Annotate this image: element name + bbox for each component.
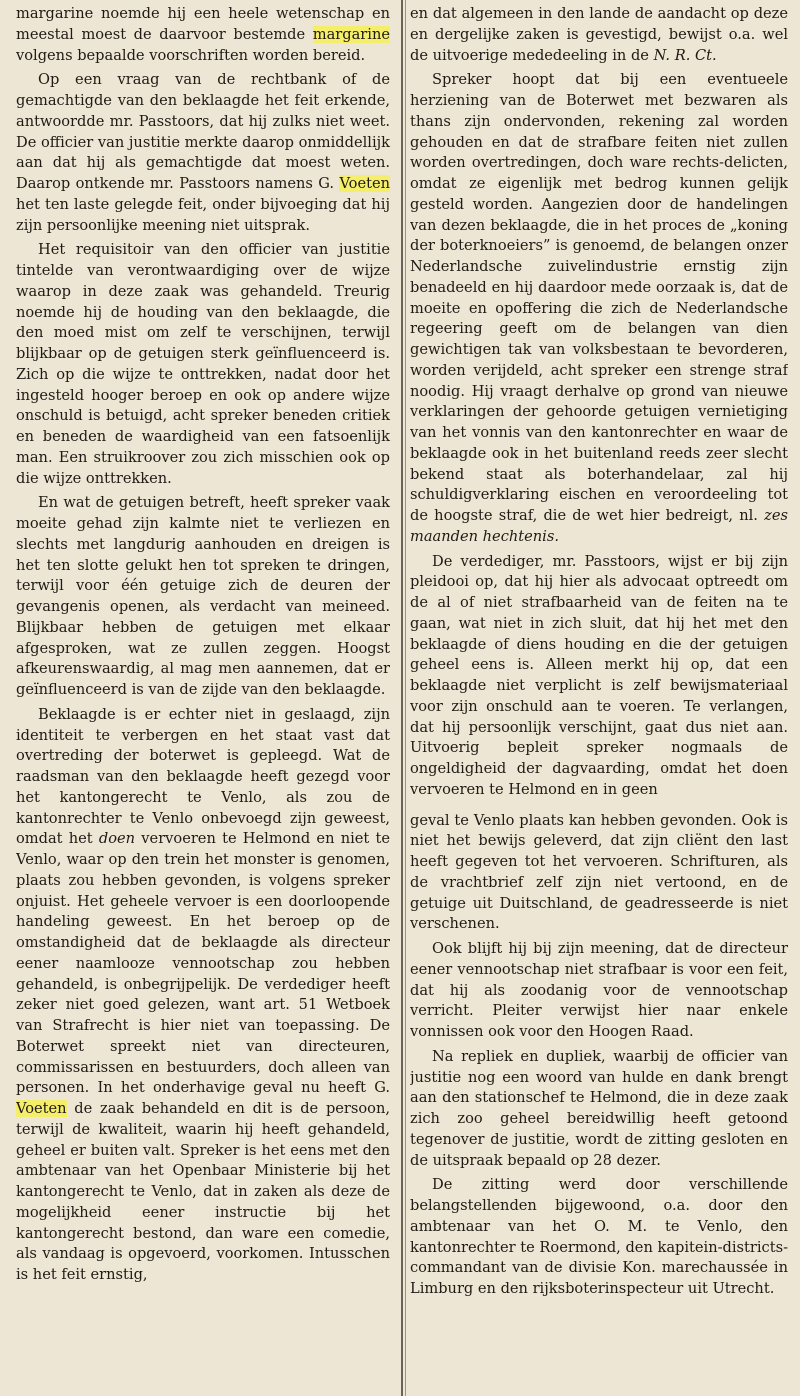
paragraph: geval te Venlo plaats kan hebben gevonden. Ook is niet het bewijs geleverd, dat zijn cliënt den last heeft gegeven tot het vervoeren. Schrifturen, als de vrachtbrief zelf zijn niet vertoond, en de getuige uit Duitschland, de geadresseerde is niet verschenen. <box>410 811 788 933</box>
paragraph: En wat de getuigen betreft, heeft spreker vaak moeite gehad zijn kalmte niet te verliezen en slechts met langdurig aanhouden en dreigen is het ten slotte gelukt hen tot spreken te dringen, terwijl voor één getuige zich de deuren der gevangenis openen, als verdacht van meineed. Blijkbaar hebben de getuigen met elkaar afgesproken, wat ze zullen zeggen. Hoogst afkeurenswaardig, al mag men aannemen, dat er geïnfluenceerd is van de zijde van den beklaagde. <box>16 494 390 698</box>
paragraph: Het requisitoir van den officier van justitie tintelde van verontwaardiging over de wijze waarop in deze zaak was gehandeld. Treurig noemde hij de houding van den beklaagde, die den moed mist om zelf te verschijnen, terwijl blijkbaar op de getuigen sterk geïnfluenceerd is. Zich op die wijze te onttrekken, nadat door het ingesteld hooger beroep en ook op andere wijze onschuld is betuigd, acht spreker beneden critiek en beneden de waardigheid van een fatsoenlijk man. Een struikroover zou zich misschien ook op die wijze onttrekken. <box>16 241 390 487</box>
second-clipping <box>410 811 788 1300</box>
paragraph: Beklaagde is er echter niet in geslaagd, zijn identiteit te verbergen en het staat vast dat overtreding der boterwet is gepleegd. Wat de raadsman van den beklaagde heeft gezegd voor het kantongerecht te Venlo, als zou de kantonrechter te Venlo onbevoegd zijn geweest, omdat het doen vervoeren te Helmond en niet te Venlo, waar op den trein het monster is genomen, plaats zou hebben gevonden, is volgens spreker onjuist. Het geheele vervoer is een doorloopende handeling geweest. En het beroep op de omstandigheid dat de beklaagde als directeur eener naamlooze vennootschap zou hebben gehandeld, is onbegrijpelijk. De verdediger heeft zeker niet goed gelezen, want art. 51 Wetboek van Strafrecht is hier niet van toepassing. De Boterwet spreekt niet van directeuren, commissarissen en bestuurders, doch alleen van personen. In het onderhavige geval nu heeft G. Voeten de zaak behandeld en dit is de persoon, terwijl de kwaliteit, waarin hij heeft gehandeld, geheel er buiten valt. Spreker is het eens met den ambtenaar van het Openbaar Ministerie bij het kantongerecht te Venlo, dat in zaken als deze de mogelijkheid eener instructie bij het kantongerecht bestond, dan ware een comedie, als vandaag is opgevoerd, voorkomen. Intusschen is het feit ernstig, <box>16 705 391 1283</box>
column-rule <box>401 0 403 1396</box>
paragraph: margarine noemde hij een heele wetenschap en meestal moest de daarvoor bestemde margarine volgens bepaalde voorschriften worden bereid. <box>16 5 390 64</box>
paragraph: en dat algemeen in den lande de aandacht op deze en dergelijke zaken is gevestigd, bewijst o.a. wel de uitvoerige mededeeling in de N. R. Ct. <box>410 5 788 64</box>
left-column <box>16 4 394 1394</box>
paragraph: Ook blijft hij bij zijn meening, dat de directeur eener vennootschap niet strafbaar is voor een feit, dat hij als zoodanig voor de vennootschap verricht. Pleiter verwijst hier naar enkele vonnissen ook voor den Hoogen Raad. <box>410 940 788 1040</box>
highlighted-term: Voeten <box>16 1100 67 1117</box>
paragraph: Na repliek en dupliek, waarbij de officier van justitie nog een woord van hulde en dank brengt aan den stationschef te Helmond, die in deze zaak zich zoo geheel bereidwillig heeft getoond tegenover de justitie, wordt de zitting gesloten en de uitspraak bepaald op 28 dezer. <box>410 1047 788 1169</box>
paragraph: De zitting werd door verschillende belangstellenden bijgewoond, o.a. door den ambtenaar van het O. M. te Venlo, den kantonrechter te Roermond, den kapitein-districts-commandant van de divisie Kon. marechaussée in Limburg en den rijksboterinspecteur uit Utrecht. <box>410 1176 788 1297</box>
paragraph: De verdediger, mr. Passtoors, wijst er bij zijn pleidooi op, dat hij hier als advocaat optreedt om de al of niet strafbaarheid van de feiten na te gaan, wat niet in zich sluit, dat hij het met den beklaagde of diens houding en die der getuigen geheel eens is. Alleen merkt hij op, dat een beklaagde niet verplicht is zelf bewijsmateriaal voor zijn onschuld aan te voeren. Te verlangen, dat hij persoonlijk verschijnt, gaat dus niet aan. Uitvoerig bepleit spreker nogmaals de ongeldigheid der dagvaarding, omdat het doen vervoeren te Helmond en in geen <box>410 552 788 798</box>
right-column <box>410 4 788 1394</box>
paragraph: Op een vraag van de rechtbank of de gemachtigde van den beklaagde het feit erkende, antwoordde mr. Passtoors, dat hij zulks niet weet. De officier van justitie merkte daarop onmiddellijk aan dat hij als gemachtigde dat moest weten. Daarop ontkende mr. Passtoors namens G. Voeten het ten laste gelegde feit, onder bijvoeging dat hij zijn persoonlijke meening niet uitsprak. <box>16 71 390 234</box>
column-rule-inner <box>405 0 406 1396</box>
highlighted-term: margarine <box>312 25 390 43</box>
paragraph: Spreker hoopt dat bij een eventueele herziening van de Boterwet met bezwaren als thans zijn ondervonden, rekening zal worden gehouden en dat de strafbare feiten niet zullen worden overtredingen, doch ware rechts-delicten, omdat ze eigenlijk met bedrog kunnen gelijk gesteld worden. Aangezien door de handelingen van dezen beklaagde, die in het proces de „koning der boterknoeiers” is genoemd, de belangen onzer Nederlandsche zuivelindustrie ernstig zijn benadeeld en hij daardoor mede oorzaak is, dat de moeite en opoffering die zich de Nederlandsche regeering geeft om de belangen van dien gewichtigen tak van volksbestaan te bevorderen, worden verijdeld, acht spreker een strenge straf noodig. Hij vraagt derhalve op grond van nieuwe verklaringen der gehoorde getuigen vernietiging van het vonnis van den kantonrechter en waar de beklaagde ook in het buitenland reeds zeer slecht bekend staat als boterhandelaar, zal hij schuldigverklaring eischen en veroordeeling tot de hoogste straf, die de wet hier bedreigt, nl. zes maanden hechtenis. <box>410 71 788 545</box>
highlighted-term: Voeten <box>339 175 390 192</box>
